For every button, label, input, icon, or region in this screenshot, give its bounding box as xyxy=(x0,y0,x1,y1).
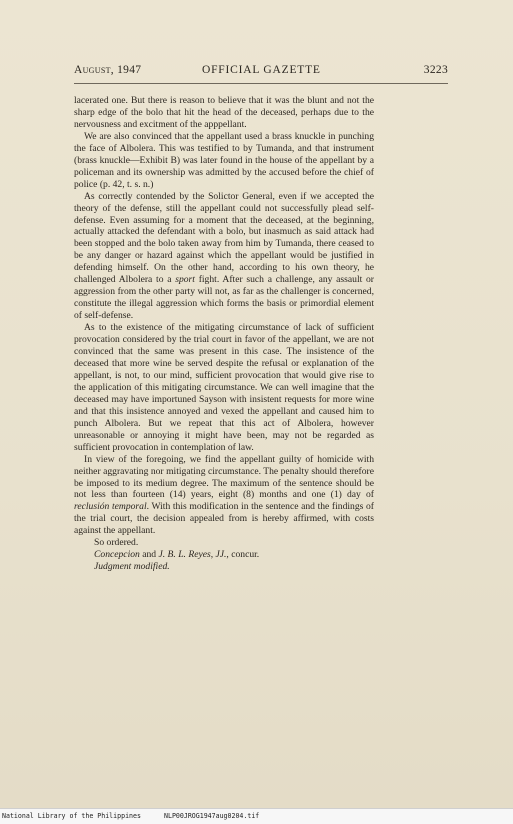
italic-sport: sport xyxy=(175,274,195,286)
header-title: OFFICIAL GAZETTE xyxy=(202,64,321,76)
paragraph-3: As correctly contended by the Solictor General, even if we accepted the theory of the defense, still the appellant could not successfully plead self-defense. Even assuming for a moment that the deceased, at the beginning, actually attacked the defendant with a bolo, but inasmuch as said attack had been stopped and the bolo taken away from him by Tumanda, there ceased to be any danger or hazard against which the appellant would be justified in defending himself. On the other hand, according to his own theory, he challenged Albolera to a sport fight. After such a challenge, any assault or aggression from the other party will not, as far as the challenger is concerned, constitute the illegal aggression which forms the basis or primordial element of self-defense. xyxy=(74,190,374,322)
concur-name-2: J. B. L. Reyes, JJ. xyxy=(158,549,227,561)
concur-name-1: Concepcion xyxy=(94,549,140,561)
paragraph-1: lacerated one. But there is reason to believe that it was the blunt and not the sharp edge of the bolo that hit the head of the deceased, perhaps due to the nervousness and excitment of the apppellant. xyxy=(74,95,374,130)
judgment-line: Judgment modified. xyxy=(94,561,170,573)
body-text xyxy=(74,95,374,573)
scan-footer xyxy=(0,808,513,824)
header-rule xyxy=(74,83,448,84)
paragraph-5: In view of the foregoing, we find the appellant guilty of homicide with neither aggravating nor mitigating circumstance. The penalty should therefore be imposed to its medium degree. The maximum of the sentence should be not less than fourteen (14) years, eight (8) months and one (1) day of reclusión temporal. With this modification in the sentence and the findings of the trial court, the decision appealed from is hereby affirmed, with costs against the appellant. xyxy=(74,453,374,537)
concurrence: Concepcion and J. B. L. Reyes, JJ., concur. xyxy=(94,549,260,561)
paragraph-2: We are also convinced that the appellant used a brass knuckle in punching the face of Albolera. This was testified to by Tumanda, and that instrument (brass knuckle—Exhibit B) was later found in the house of the appellant by a policeman and its ownership was admitted by the accused before the chief of police (p. 42, t. s. n.) xyxy=(74,130,374,190)
italic-reclusion-temporal: reclusión temporal xyxy=(74,501,147,513)
header-page-number: 3223 xyxy=(423,64,448,76)
so-ordered: So ordered. xyxy=(94,537,139,549)
paragraph-4: As to the existence of the mitigating circumstance of lack of sufficient provocation considered by the trial court in favor of the appellant, we are not convinced that the same was present in this case. The insistence of the deceased that more wine be served despite the refusal or explanation of the appellant, is not, to our mind, sufficient provocation that would give rise to the application of this mitigating circumstance. We can well imagine that the deceased may have importuned Sayson with insistent requests for more wine and that this insistence annoyed and vexed the appellant and caused him to punch Albolera. But we repeat that this act of Albolera, however unreasonable or annoying it might have been, may not be regarded as sufficient provocation in contemplation of law. xyxy=(74,322,374,453)
header-date: August, 1947 xyxy=(74,64,142,76)
running-header xyxy=(74,64,448,78)
footer-library: National Library of the Philippines xyxy=(2,812,141,820)
footer-filename: NLP00JROG1947aug0204.tif xyxy=(164,812,260,820)
